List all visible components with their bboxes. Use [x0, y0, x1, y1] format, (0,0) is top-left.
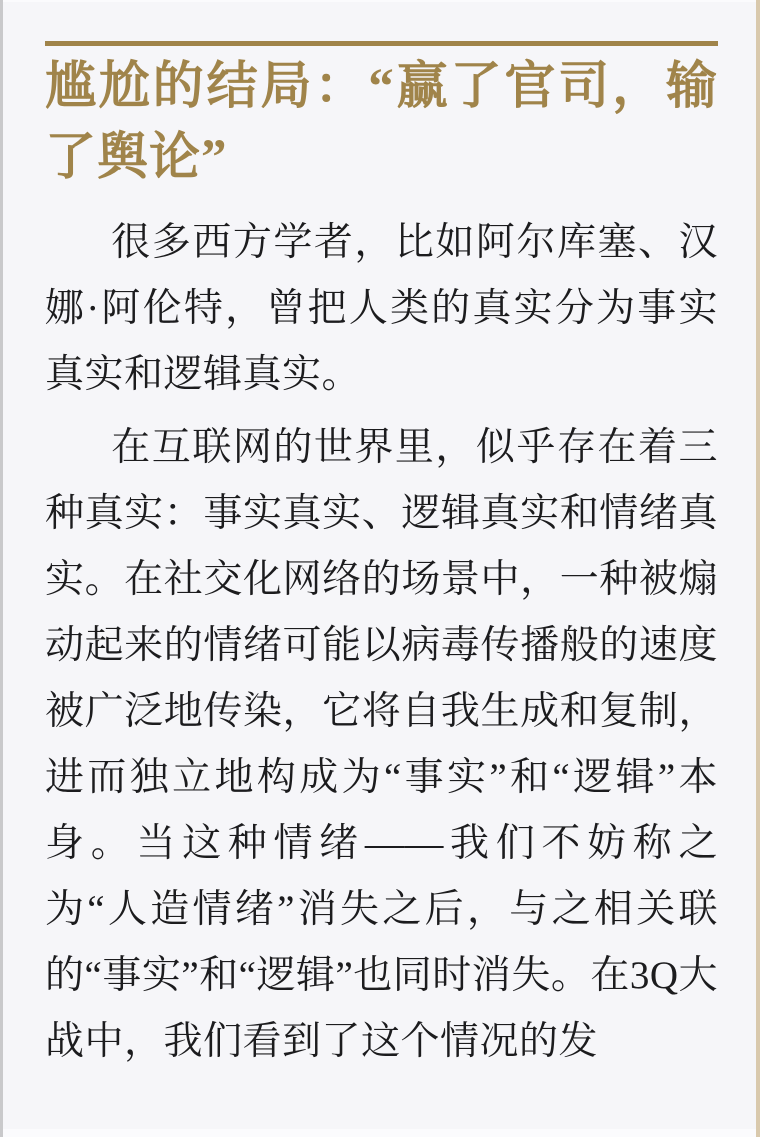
heading-rule: [45, 41, 718, 46]
paragraph: 在互联网的世界里，似乎存在着三种真实：事实真实、逻辑真实和情绪真实。在社交化网络的场景中，一种被煽动起来的情绪可能以病毒传播般的速度被广泛地传染，它将自我生成和复制，进而独立地构成为“事实”和“逻辑”本身。当这种情绪——我们不妨称之为“人造情绪”消失之后，与之相关联的“事实”和“逻辑”也同时消失。在3Q大战中，我们看到了这个情况的发: [45, 426, 718, 1063]
page-edge-left: [0, 0, 3, 1137]
section-heading: 尴尬的结局：“赢了官司，输了舆论”: [45, 59, 718, 186]
paragraph: 很多西方学者，比如阿尔库塞、汉娜·阿伦特，曾把人类的真实分为事实真实和逻辑真实。: [45, 221, 718, 396]
page-edge-bottom: [3, 1129, 756, 1137]
body-text: [45, 210, 718, 1075]
page-edge-right: [756, 0, 760, 1137]
page-content: [45, 0, 718, 1075]
